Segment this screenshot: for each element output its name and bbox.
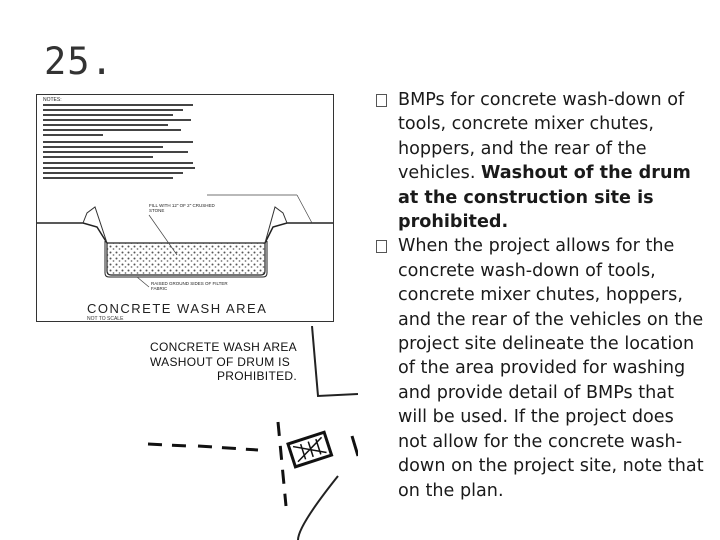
- wash-pit-cross-section: [37, 95, 333, 295]
- site-plan-sign-text: [150, 340, 297, 384]
- concrete-wash-area-detail-drawing: [36, 94, 334, 322]
- slide-title: 25.: [44, 40, 114, 83]
- not-to-scale-label: NOT TO SCALE: [87, 316, 124, 322]
- bullet-item: [376, 88, 706, 234]
- sign-line-1: CONCRETE WASH AREA: [150, 340, 297, 354]
- concrete-wash-area-label: CONCRETE WASH AREA: [87, 301, 268, 316]
- sign-line-2: WASHOUT OF DRUM IS: [150, 354, 291, 369]
- bullet-item: [376, 234, 706, 502]
- bullet-box-icon: [376, 94, 387, 107]
- drawing-notes-title: NOTES:: [43, 97, 62, 103]
- bullet-text: BMPs for concrete wash-down of tools, concrete mixer chutes, hoppers, and the rear of the vehicles.: [398, 90, 685, 184]
- callout-fill: FILL WITH 12" OF 2" CRUSHED STONE: [149, 203, 215, 213]
- bullet-text: When the project allows for the concrete wash-down of tools, concrete mixer chutes, hoppers, and the rear of the vehicles on the project site delineate the location of the area provided for washing and provide detail of BMPs that will be used. If the project does not allow for the concrete wash-down on the project site, note that on the plan.: [398, 236, 704, 501]
- bullet-list: [376, 88, 706, 503]
- wash-area-symbol: [288, 432, 332, 467]
- bullet-bold-text: Washout of the drum at the construction site is prohibited.: [398, 163, 691, 233]
- bullet-box-icon: [376, 240, 387, 253]
- sign-line-3: PROHIBITED.: [217, 369, 297, 383]
- callout-filter-fabric: RAISED GROUND SIDES OF FILTER FABRIC: [151, 281, 228, 291]
